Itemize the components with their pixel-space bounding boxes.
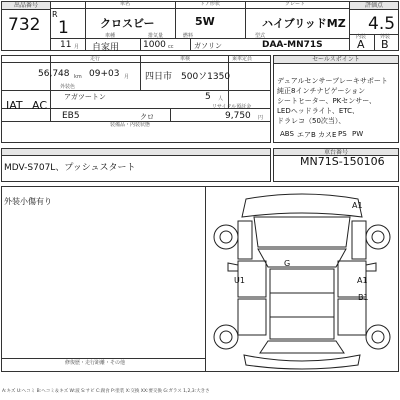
damage-mark: A1 <box>357 276 368 285</box>
options-text: MDV-S707L、プッシュスタート <box>4 163 136 173</box>
color-code-value: EB5 <box>62 111 80 121</box>
mileage-label: 走行 <box>90 56 101 62</box>
score-label: 評価点 <box>350 2 398 10</box>
inspection-unit: 月 <box>124 74 130 80</box>
score-box <box>349 1 399 51</box>
fuel-label: 燃料 <box>183 33 194 39</box>
month-unit: 月 <box>74 44 80 50</box>
grade-value: ハイブリッドMZ <box>262 17 346 30</box>
damage-mark: U1 <box>234 276 245 285</box>
lot-label: 出品番号 <box>2 2 50 10</box>
recycle-fee: 9,750 <box>225 111 251 121</box>
recycle-label: リサイクル預託金 <box>212 104 252 110</box>
score-value: 4.5 <box>368 14 396 34</box>
mileage-value: 56,748 <box>38 69 70 79</box>
exterior-grade: B <box>381 38 389 51</box>
seats-unit: 人 <box>218 96 224 102</box>
equipment-ps: PS <box>338 130 347 138</box>
sales-point-line: シートヒーター、PKセンサー、 <box>277 97 376 105</box>
interior-grade: A <box>357 38 365 51</box>
inspector-notes: 外装小傷有り <box>4 197 52 206</box>
model-label: 型式 <box>255 33 266 39</box>
sales-point-line: ドラレコ（50次当）、 <box>277 117 346 125</box>
equipment-airbag: エアB <box>297 131 316 139</box>
interior-label: 内装 <box>356 34 367 40</box>
sales-point-line: LEDヘッドライト、ETC、 <box>277 107 360 115</box>
color-label: 外装色 <box>60 84 76 90</box>
damage-mark: G <box>284 259 291 268</box>
recycle-unit: 円 <box>258 115 264 121</box>
seats-value: 5 <box>205 92 211 102</box>
equipment-pw: PW <box>352 130 364 138</box>
car-name-label: 車名 <box>120 1 131 7</box>
usage-value: 自家用 <box>92 43 120 53</box>
fuel-value: ガソリン <box>194 42 222 50</box>
equipment-sunroof: カスE <box>318 131 337 139</box>
damage-mark: B1 <box>358 293 369 302</box>
inspection-label: 車検 <box>180 56 191 62</box>
aircon-value: AC <box>32 99 48 112</box>
equipment-abs: ABS <box>280 130 294 138</box>
load-value: 500ソ1350 <box>181 72 231 82</box>
inspection-value: 09+03 <box>89 69 120 79</box>
year-value: 1 <box>58 18 69 38</box>
chassis-number: MN71S-150106 <box>300 155 385 168</box>
cc-unit: cc <box>168 44 174 50</box>
doors-value: 5W <box>195 15 215 28</box>
year-era: R <box>52 10 58 19</box>
car-name: クロスビー <box>100 17 155 30</box>
damage-mark: A1 <box>352 201 363 210</box>
lot-number: 732 <box>8 15 41 35</box>
model-code: DAA-MN71S <box>262 40 323 50</box>
month-value: 11 <box>60 40 72 50</box>
grade-label: グレード <box>285 1 306 7</box>
chassis-label: 車台番号 <box>274 149 398 156</box>
legend-text: A:キズ U:ヘコミ B:ヘコミ＆キズ W:波 S:サビ C:腐食 P:塗装 X:交換 XX:要交換 G:ガラス 1,2,3:大きさ <box>2 389 210 394</box>
doors-label: ドア形状 <box>200 1 220 7</box>
interior-note-label: 装備品・内装状態 <box>110 122 151 128</box>
exterior-label: 外装 <box>380 34 391 40</box>
mileage-unit: km <box>74 74 82 80</box>
footer-label: 修復歴・走行距離・その他 <box>65 360 126 366</box>
cc-value: 1000 <box>143 40 166 50</box>
location-value: 四日市 <box>145 72 173 82</box>
sales-points-label: セールスポイント <box>274 56 398 64</box>
trim-color-value: クロ <box>140 113 154 121</box>
cc-label: 排気量 <box>148 33 164 39</box>
sales-point-line: 純正8インチナビゲーション <box>277 87 366 95</box>
lot-number-box <box>1 1 51 51</box>
transmission-value: IAT <box>6 99 23 112</box>
capacity-label: 乗車定員 <box>232 56 253 62</box>
sales-point-line: デュアルセンサーブレーキサポート <box>277 77 388 85</box>
color-value: アガツートン <box>64 93 106 101</box>
usage-label: 車種 <box>105 33 116 39</box>
